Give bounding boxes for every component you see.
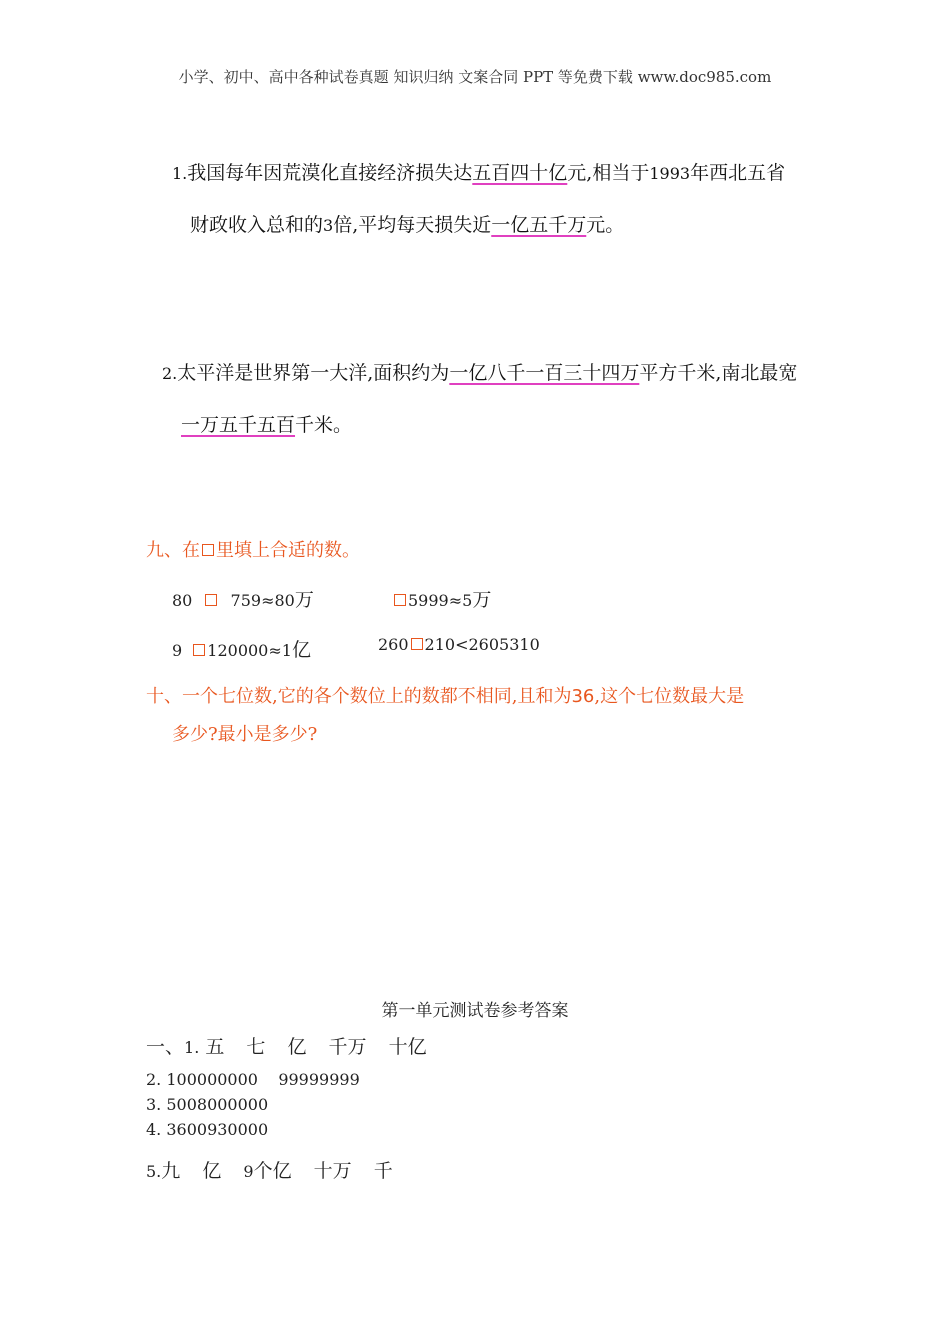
answer-1-num: 1. — [184, 1038, 200, 1057]
answer-3: 3. 5008000000 — [146, 1095, 269, 1114]
q1-text-f: 元。 — [586, 214, 625, 236]
q1-line2 — [190, 210, 624, 237]
answer-1-item: 五 — [205, 1036, 225, 1058]
q1-underline-answer-1: 五百四十亿 — [472, 162, 568, 184]
fill-item-4-box[interactable] — [411, 638, 423, 650]
answer-1-item: 亿 — [287, 1036, 307, 1058]
q1-year: 1993 — [649, 164, 691, 183]
q2-underline-answer-2: 一万五千五百 — [181, 414, 296, 436]
fill-item-3-unit: 亿 — [291, 639, 311, 661]
fill-item-2-unit: 万 — [472, 589, 492, 611]
fill-item-1 — [172, 585, 314, 612]
answer-5 — [146, 1156, 393, 1183]
fill-item-3-box[interactable] — [193, 644, 205, 656]
q1-text-b: 元,相当于 — [567, 162, 650, 184]
answer-5-item: 十万 — [313, 1160, 352, 1182]
section9-title — [146, 536, 360, 562]
fill-item-2-box[interactable] — [394, 594, 406, 606]
fill-item-3 — [172, 635, 311, 662]
answer-4: 4. 3600930000 — [146, 1120, 269, 1139]
fill-item-4-b: 210<2605310 — [424, 635, 540, 654]
answer-5-nine: 9 — [243, 1162, 254, 1181]
section10-text-b: ,这个七位数最大是 — [594, 686, 745, 707]
fill-item-4-a: 260 — [378, 635, 409, 654]
section10-line1 — [146, 682, 744, 708]
fill-item-2 — [392, 585, 491, 612]
section10-text-a: 十、一个七位数,它的各个数位上的数都不相同,且和为 — [146, 686, 572, 707]
section9-title-b: 里填上合适的数。 — [216, 540, 360, 561]
fill-item-1-a: 80 — [172, 591, 193, 610]
q1-underline-answer-2: 一亿五千万 — [491, 214, 587, 236]
fill-item-3-b: 120000≈1 — [207, 641, 292, 660]
answer-1-item: 十亿 — [388, 1036, 427, 1058]
fill-item-3-a: 9 — [172, 641, 183, 660]
answer-2: 2. 100000000 99999999 — [146, 1070, 360, 1089]
answer-1-item: 千万 — [328, 1036, 367, 1058]
answer-5-item: 亿 — [202, 1160, 222, 1182]
fill-item-1-box[interactable] — [205, 594, 217, 606]
answer-1-item: 七 — [246, 1036, 266, 1058]
q2-text-c: 千米。 — [295, 414, 353, 436]
answer-5-item: 九 — [161, 1160, 181, 1182]
q1-text-a: 我国每年因荒漠化直接经济损失达 — [187, 162, 473, 184]
answer-5-item: 千 — [373, 1160, 393, 1182]
blank-box-icon — [202, 544, 214, 556]
fill-item-2-b: 5999≈5 — [408, 591, 473, 610]
fill-item-1-b: 759≈80 — [230, 591, 295, 610]
q1-text-e: 倍,平均每天损失近 — [333, 214, 492, 236]
answer-5-item: 个亿 — [253, 1160, 292, 1182]
q2-text-b: 平方千米,南北最宽 — [639, 362, 798, 384]
answer-5-num: 5. — [146, 1162, 162, 1181]
q2-underline-answer-1: 一亿八千一百三十四万 — [449, 362, 640, 384]
answer-1-prefix: 一、 — [146, 1036, 185, 1058]
section10-sum: 36 — [571, 686, 595, 707]
q1-text-c: 年西北五省 — [690, 162, 786, 184]
q1-times: 3 — [323, 216, 334, 235]
answer-1 — [146, 1032, 427, 1059]
page-header: 小学、初中、高中各种试卷真题 知识归纳 文案合同 PPT 等免费下载 www.doc985.com — [178, 68, 772, 86]
fill-item-1-unit: 万 — [294, 589, 314, 611]
q2-number: 2. — [162, 364, 178, 383]
q1-text-d: 财政收入总和的 — [190, 214, 324, 236]
answers-title: 第一单元测试卷参考答案 — [381, 1001, 569, 1021]
q2-line2 — [181, 410, 352, 437]
section9-title-a: 九、在 — [146, 540, 200, 561]
q2-line1 — [162, 358, 797, 385]
q1-line1 — [172, 158, 785, 185]
q2-text-a: 太平洋是世界第一大洋,面积约为 — [177, 362, 450, 384]
section10-line2: 多少?最小是多少? — [172, 724, 318, 745]
q1-number: 1. — [172, 164, 188, 183]
fill-item-4 — [378, 635, 540, 654]
